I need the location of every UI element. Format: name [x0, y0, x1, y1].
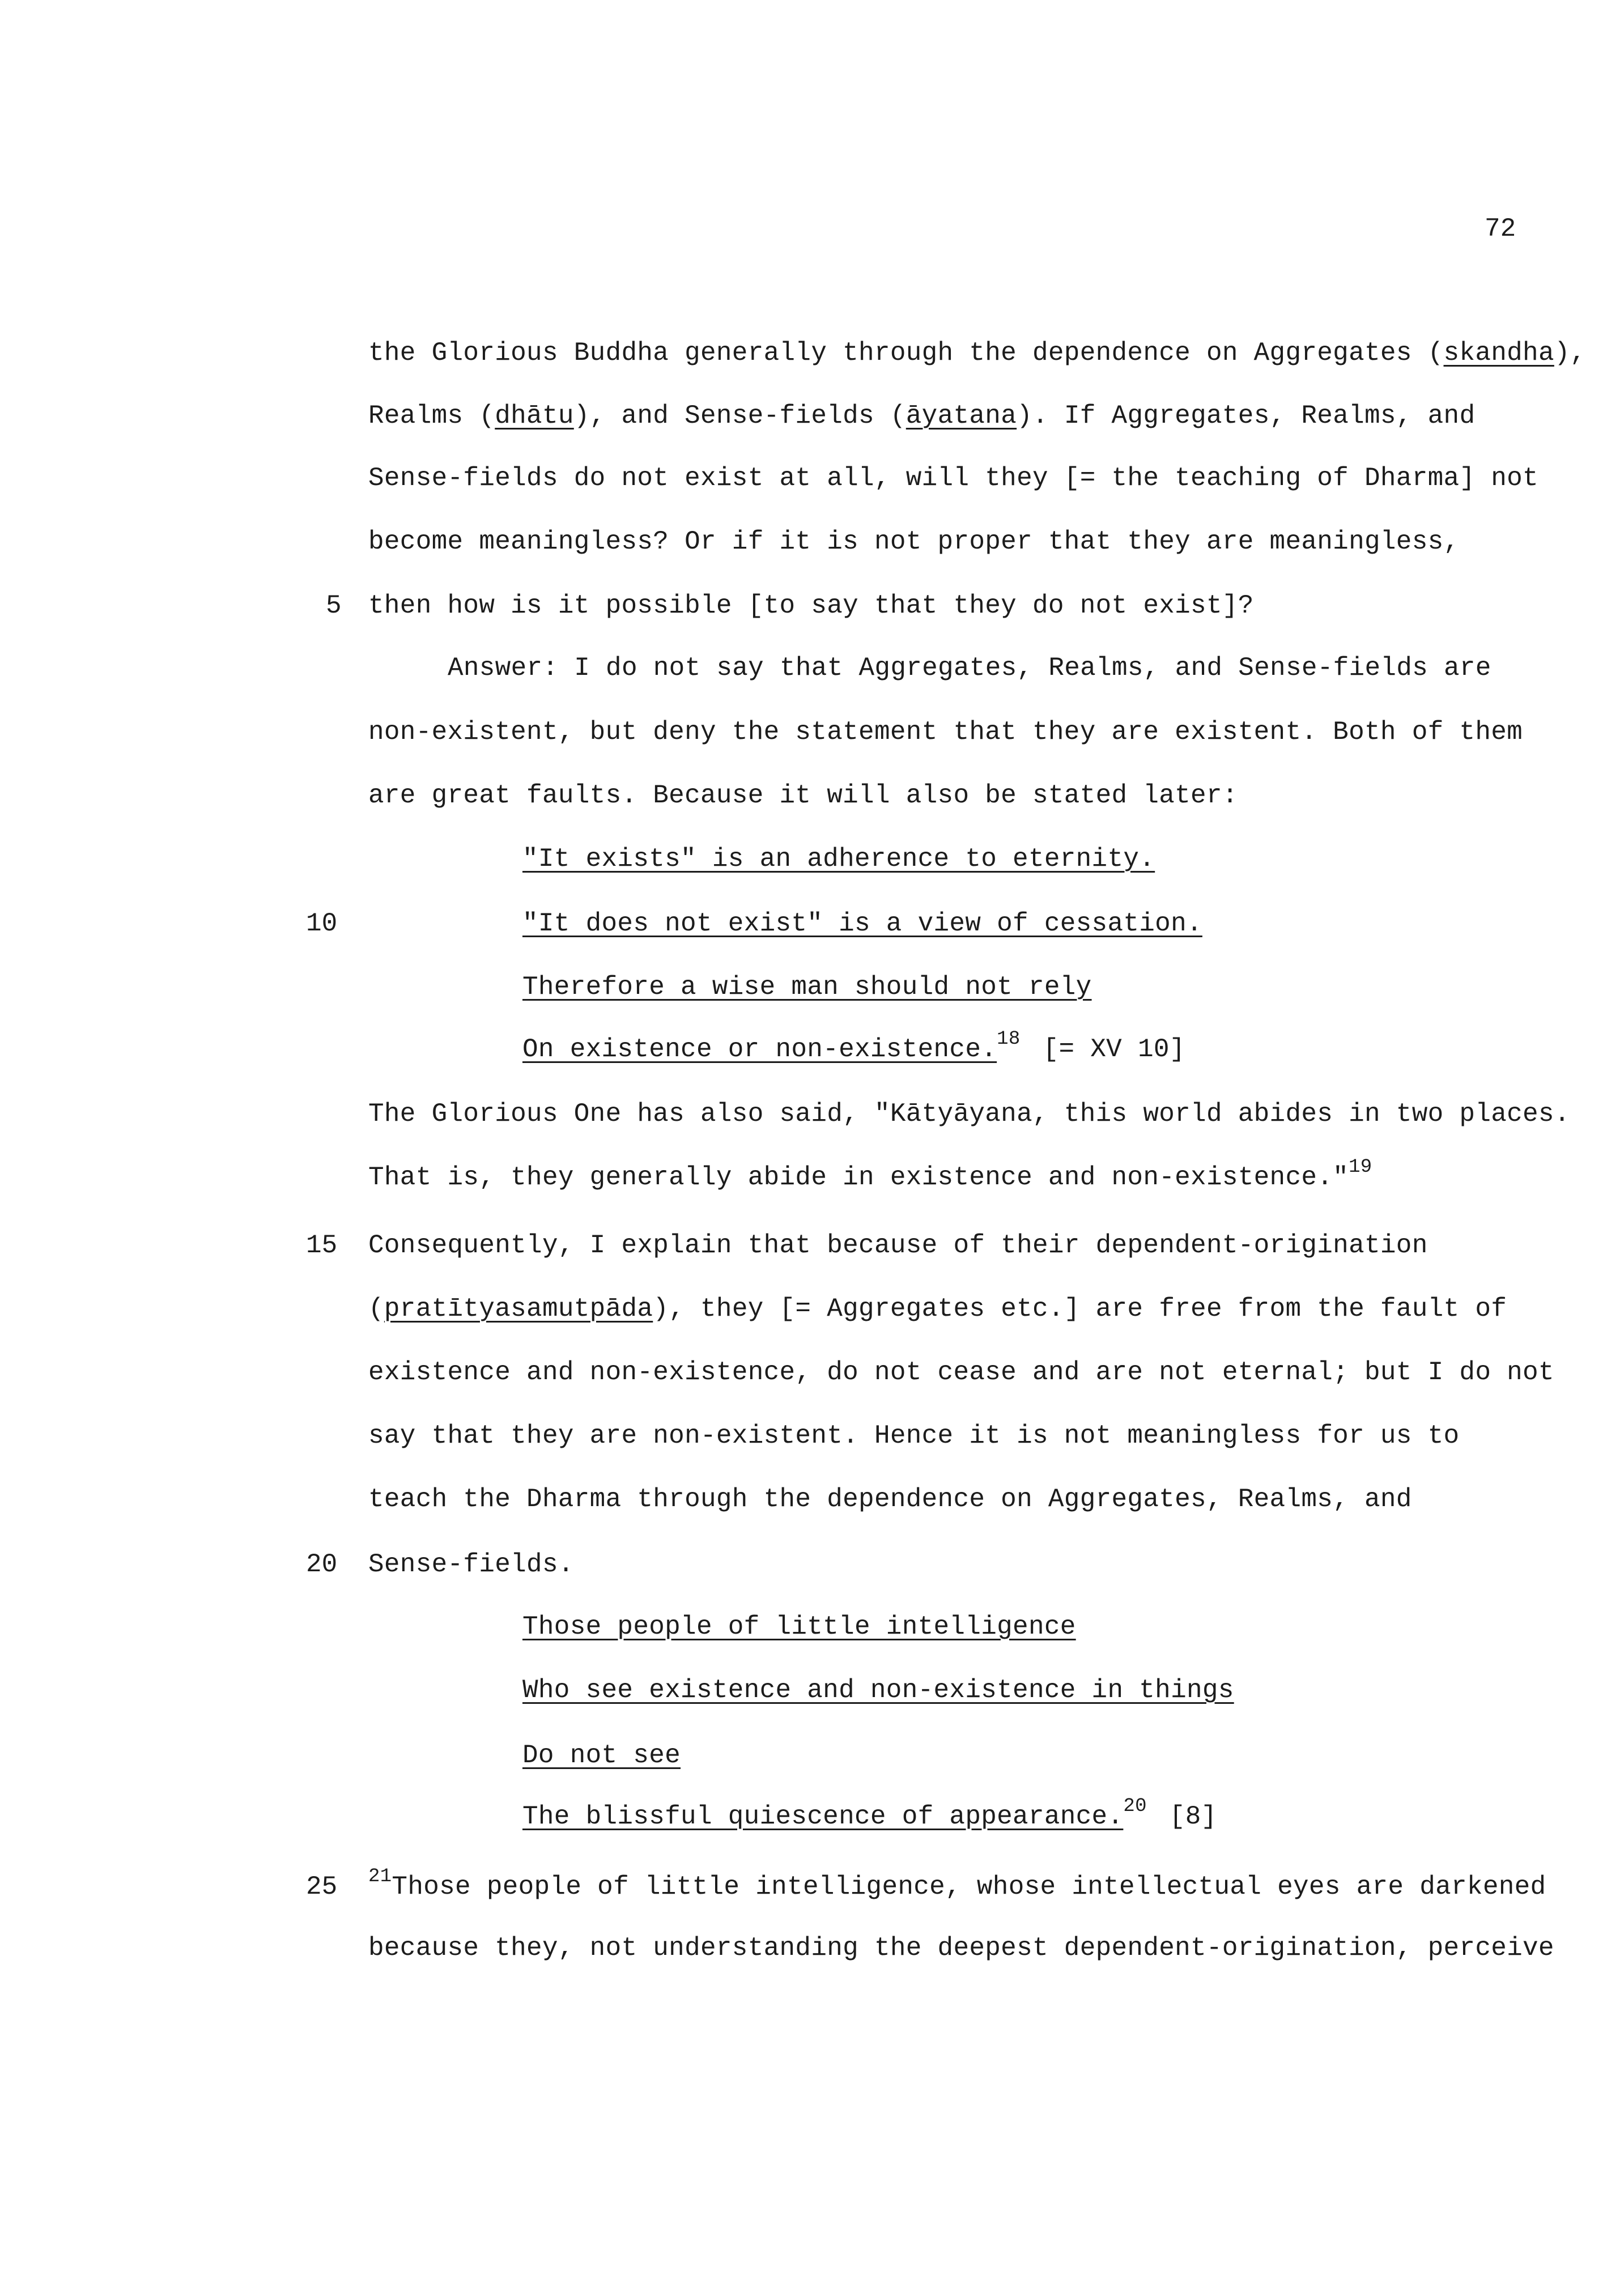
line-number-20: 20	[306, 1550, 338, 1579]
text-line: then how is it possible [to say that they do not exist]?	[368, 591, 1254, 620]
text-line: $^{21}$Those people of little intelligence, whose intellectual eyes are darkened	[368, 1866, 1546, 1902]
text-line: Sense-fields.	[368, 1550, 574, 1579]
verse-line: On existence or non-existence.$^{18}$ [= XV 10]	[522, 1028, 1185, 1064]
verse-line: "It does not exist" is a view of cessation.	[522, 909, 1202, 938]
answer-line: Answer: I do not say that Aggregates, Realms, and Sense-fields are	[448, 653, 1491, 683]
verse-line: Do not see	[522, 1741, 681, 1770]
text-line: teach the Dharma through the dependence on Aggregates, Realms, and	[368, 1485, 1412, 1514]
page-number: 72	[1485, 214, 1516, 244]
verse-line: "It exists" is an adherence to eternity.	[522, 844, 1155, 874]
text-line: The Glorious One has also said, "Kātyāyana, this world abides in two places.	[368, 1099, 1570, 1129]
line-number-15: 15	[306, 1231, 338, 1260]
verse-reference: [8]	[1169, 1802, 1217, 1831]
footnote-mark: 19	[1349, 1156, 1372, 1178]
text-line: say that they are non-existent. Hence it is not meaningless for us to	[368, 1421, 1460, 1451]
verse-line: Those people of little intelligence	[522, 1612, 1076, 1642]
text-line: are great faults. Because it will also be stated later:	[368, 781, 1238, 810]
text-line: the Glorious Buddha generally through the dependence on Aggregates (skandha),	[368, 338, 1586, 368]
text-line: non-existent, but deny the statement that they are existent. Both of them	[368, 717, 1523, 747]
text-line: because they, not understanding the deepest dependent-origination, perceive	[368, 1933, 1554, 1963]
verse-reference: [= XV 10]	[1043, 1035, 1185, 1064]
footnote-mark: 21	[368, 1866, 392, 1887]
line-number-5: 5	[326, 591, 342, 620]
text-line: Consequently, I explain that because of their dependent-origination	[368, 1231, 1428, 1260]
line-number-25: 25	[306, 1872, 338, 1902]
text-line: Sense-fields do not exist at all, will they [= the teaching of Dharma] not	[368, 464, 1538, 493]
footnote-mark: 20	[1123, 1796, 1147, 1817]
footnote-mark: 18	[997, 1028, 1021, 1050]
text-line: (pratītyasamutpāda), they [= Aggregates etc.] are free from the fault of	[368, 1294, 1507, 1324]
text-line: Realms (dhātu), and Sense-fields (āyatana). If Aggregates, Realms, and	[368, 401, 1476, 431]
text-line: That is, they generally abide in existence and non-existence."$^{19}$	[368, 1156, 1372, 1192]
text-line: become meaningless? Or if it is not proper that they are meaningless,	[368, 527, 1460, 556]
verse-line: Who see existence and non-existence in things	[522, 1676, 1234, 1705]
line-number-10: 10	[306, 909, 338, 938]
verse-line: The blissful quiescence of appearance.$^{20}$ [8]	[522, 1796, 1217, 1831]
verse-line: Therefore a wise man should not rely	[522, 972, 1092, 1002]
text-line: existence and non-existence, do not cease and are not eternal; but I do not	[368, 1358, 1554, 1387]
